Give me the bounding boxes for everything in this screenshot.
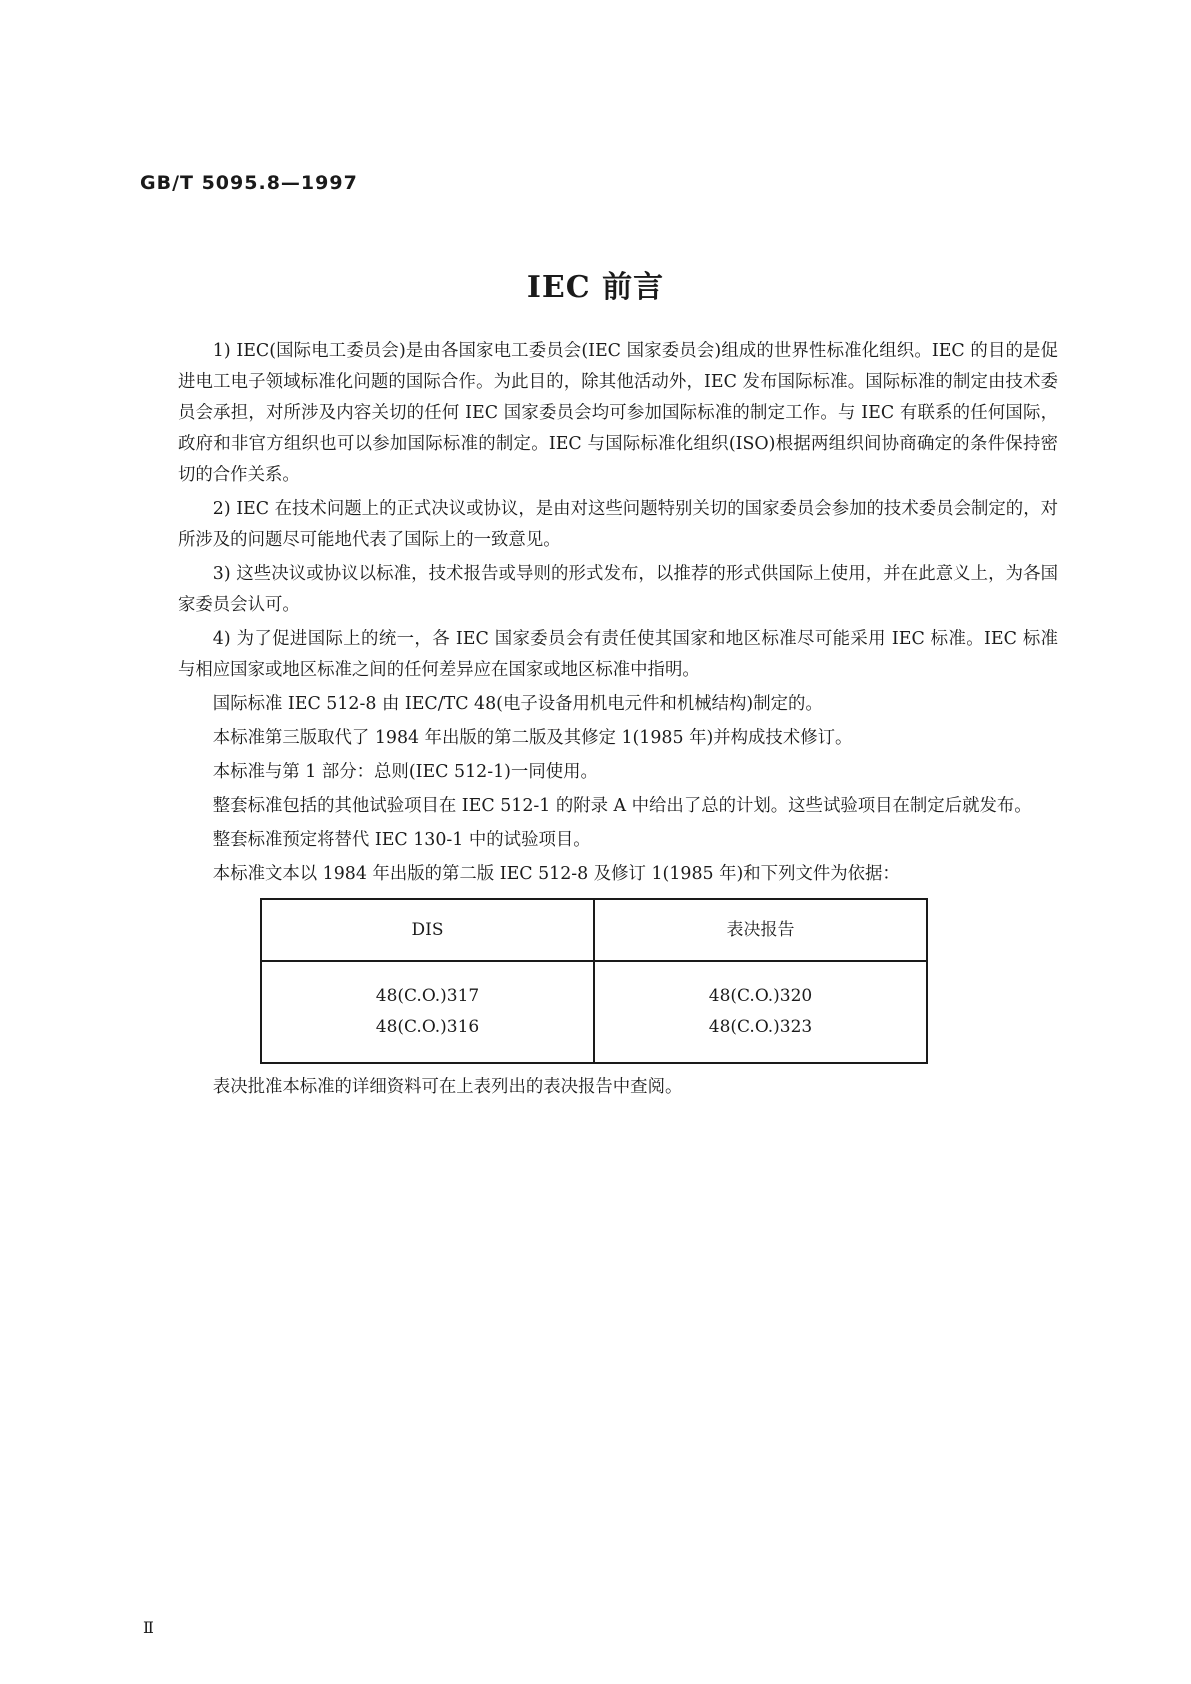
paragraph-2: 2) IEC 在技术问题上的正式决议或协议，是由对这些问题特别关切的国家委员会参加的技术委员会制定的，对所涉及的问题尽可能地代表了国际上的一致意见。 — [178, 499, 1058, 550]
report-entry: 48(C.O.)323 — [708, 1017, 813, 1037]
paragraph-9: 整套标准预定将替代 IEC 130-1 中的试验项目。 — [212, 830, 591, 850]
page-title: IEC 前言 — [526, 270, 665, 305]
paragraph-4: 4) 为了促进国际上的统一，各 IEC 国家委员会有责任使其国家和地区标准尽可能采用 IEC 标准。IEC 标准与相应国家或地区标准之间的任何差异应在国家或地区标准中指明。 — [178, 629, 1058, 680]
dis-entry: 48(C.O.)317 — [375, 986, 480, 1006]
document-table — [260, 898, 928, 1064]
report-entry: 48(C.O.)320 — [708, 986, 813, 1006]
table-header-row — [261, 899, 927, 961]
paragraph-6: 本标准第三版取代了 1984 年出版的第二版及其修定 1(1985 年)并构成技术修订。 — [212, 728, 853, 748]
table-cell-dis — [261, 961, 594, 1063]
paragraph-3: 3) 这些决议或协议以标准，技术报告或导则的形式发布，以推荐的形式供国际上使用，并在此意义上，为各国家委员会认可。 — [178, 564, 1058, 615]
paragraph-1: 1) IEC(国际电工委员会)是由各国家电工委员会(IEC 国家委员会)组成的世界性标准化组织。IEC 的目的是促进电工电子领域标准化问题的国际合作。为此目的，除其他活动外，IEC 发布国际标准。国际标准的制定由技术委员会承担，对所涉及内容关切的任何 IEC 国家委员会均可参加国际标准的制定工作。与 IEC 有联系的任何国际，政府和非官方组织也可以参加国际标准的制定。IEC 与国际标准化组织(ISO)根据两组织间协商确定的条件保持密切的合作关系。 — [178, 341, 1058, 485]
dis-entry: 48(C.O.)316 — [375, 1017, 480, 1037]
table-row — [261, 961, 927, 1063]
paragraph-8: 整套标准包括的其他试验项目在 IEC 512-1 的附录 A 中给出了总的计划。这些试验项目在制定后就发布。 — [212, 796, 1032, 816]
table-header-dis: DIS — [261, 899, 594, 961]
standard-number: GB/T 5095.8—1997 — [140, 172, 358, 194]
page-number: Ⅱ — [143, 1618, 154, 1637]
table-cell-report — [594, 961, 927, 1063]
paragraph-10: 本标准文本以 1984 年出版的第二版 IEC 512-8 及修订 1(1985 年)和下列文件为依据： — [212, 864, 900, 884]
closing-paragraph: 表决批准本标准的详细资料可在上表列出的表决报告中查阅。 — [212, 1077, 683, 1097]
paragraph-5: 国际标准 IEC 512-8 由 IEC/TC 48(电子设备用机电元件和机械结构)制定的。 — [212, 694, 823, 714]
paragraph-7: 本标准与第 1 部分：总则(IEC 512-1)一同使用。 — [212, 762, 598, 782]
table-header-report: 表决报告 — [594, 899, 927, 961]
document-body — [178, 336, 1058, 1106]
